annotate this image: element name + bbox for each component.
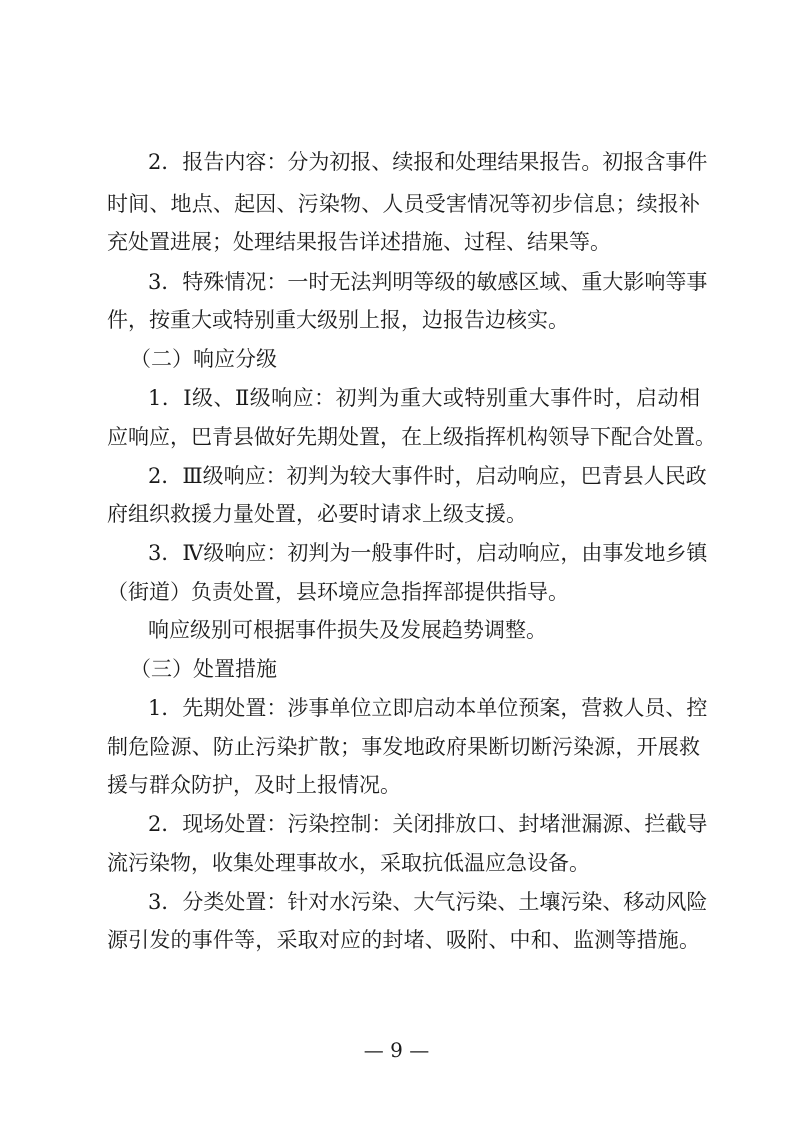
paragraph-line	[0, 300, 793, 340]
text-line: 2．报告内容：分为初报、续报和处理结果报告。初报含事件	[148, 150, 708, 174]
paragraph-line	[0, 920, 793, 960]
text-line: 3．特殊情况：一时无法判明等级的敏感区域、重大影响等事	[148, 270, 708, 294]
paragraph-line	[0, 456, 793, 496]
text-line: 2．Ⅲ级响应：初判为较大事件时，启动响应，巴青县人民政	[148, 464, 707, 488]
paragraph-line	[0, 610, 793, 650]
text-line: 1．先期处置：涉事单位立即启动本单位预案，营救人员、控	[148, 696, 708, 720]
paragraph-line	[0, 222, 793, 262]
paragraph-line	[0, 142, 793, 182]
section-heading	[0, 649, 793, 689]
text-line: 制危险源、防止污染扩散；事发地政府果断切断污染源，开展救	[107, 735, 700, 759]
paragraph-line	[0, 765, 793, 805]
heading-text: （三）处置措施	[130, 657, 277, 681]
paragraph-line	[0, 262, 793, 302]
text-line: 府组织救援力量处置，必要时请求上级支援。	[107, 502, 527, 526]
paragraph-line	[0, 184, 793, 224]
text-line: （街道）负责处置，县环境应急指挥部提供指导。	[107, 580, 569, 604]
paragraph-line	[0, 417, 793, 457]
text-line: 流污染物，收集处理事故水，采取抗低温应急设备。	[107, 851, 590, 875]
text-line: 时间、地点、起因、污染物、人员受害情况等初步信息；续报补	[107, 192, 700, 216]
paragraph-line	[0, 572, 793, 612]
text-line: 2．现场处置：污染控制：关闭排放口、封堵泄漏源、拦截导	[148, 812, 708, 836]
paragraph-line	[0, 882, 793, 922]
paragraph-line	[0, 804, 793, 844]
text-line: 源引发的事件等，采取对应的封堵、吸附、中和、监测等措施。	[107, 928, 700, 952]
text-line: 件，按重大或特别重大级别上报，边报告边核实。	[107, 308, 569, 332]
text-line: 充处置进展；处理结果报告详述措施、过程、结果等。	[107, 230, 611, 254]
text-line: 应响应，巴青县做好先期处置，在上级指挥机构领导下配合处置。	[107, 425, 716, 449]
text-line: 3．Ⅳ级响应：初判为一般事件时，启动响应，由事发地乡镇	[148, 541, 708, 565]
text-line: 援与群众防护，及时上报情况。	[107, 773, 401, 797]
paragraph-line	[0, 727, 793, 767]
text-line: 3．分类处置：针对水污染、大气污染、土壤污染、移动风险	[148, 890, 708, 914]
heading-text: （二）响应分级	[130, 347, 277, 371]
paragraph-line	[0, 378, 793, 418]
section-heading	[0, 339, 793, 379]
paragraph-line	[0, 533, 793, 573]
paragraph-line	[0, 494, 793, 534]
paragraph-line	[0, 688, 793, 728]
text-line: 1．Ⅰ级、Ⅱ级响应：初判为重大或特别重大事件时，启动相	[148, 386, 700, 410]
text-line: 响应级别可根据事件损失及发展趋势调整。	[148, 618, 547, 642]
page-number: — 9 —	[363, 1038, 430, 1062]
paragraph-line	[0, 843, 793, 883]
